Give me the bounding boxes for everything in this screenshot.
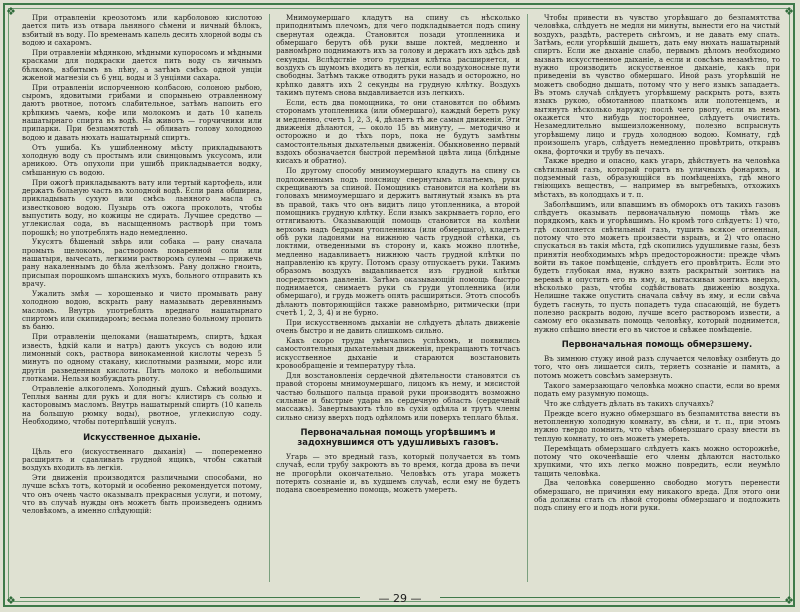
paragraph: Перемѣщать обмерзшаго слѣдуетъ какъ можно осторожнѣе, потому что окоченѣвшіе его члены дѣлаются настолько хрупкими, что ихъ легко можно повредить, если неумѣло тащить человѣка. [534, 443, 780, 478]
paragraph: Отравленіе алкоголемъ. Холодный душъ. Свѣжий воздухъ. Теплыя ванны для рукъ и для ногъ: клистиръ съ солью и касторовымъ масломъ. Внутрь нашатырный спиртъ (10 капель на большую рюмку воды), рвотное, углекислую соду. Необходимо, чтобы потерпѣвшій уснулъ. [22, 383, 262, 427]
corner-ornament: ❖ [784, 594, 794, 607]
paragraph: По другому способу мнимоумершаго кладутъ на спину съ подложеннымъ подъ поясницу свернутымъ платьемъ, руки скрещиваютъ за спиной. Помощникъ становится на колѣни въ головахъ мнимоумершаго и держитъ вытянутый языкъ въ рта въ правой, такъ что онъ видитъ лицо утопленника, а второй помощникъ грудную клѣтку. Если языкъ закрываетъ горло, его оттягиваютъ. Оказывающій помощь становится на колѣни верхомъ надъ бедрами утопленника (или обмершаго), кладетъ обѣ руки ладонями на нижнюю часть грудной стѣнки, съ локтями, отведенными въ сторону и, какъ можно плотнѣе, медленно надавливаетъ нижнюю часть грудной клѣтки по направленію къ кругу. Потомъ сразу отпускаетъ руки. Такимъ образомъ воздухъ выдавливается изъ грудной клѣтки посредствомъ давленія. Затѣмъ оказывающій помощь быстро поднимается, снимаетъ руки съ груди утопленника (или обмершаго), и грудь можетъ опять расширяться. Этотъ способъ дѣлаютъ повторяющійся также равномѣрно, ритмически (при счетѣ 1, 2, 3, 4) и не бурно. [276, 166, 520, 318]
paragraph: Цѣль его (искусственнаго дыханія) — попеременно расширять и сдавливать грудной ящикъ, чтобы сжатый воздухъ входилъ въ легкія. [22, 446, 262, 473]
paragraph: Если, есть два помощника, то они становятся по обѣимъ сторонамъ утопленника (или обмершаго), каждый беретъ руку и медленно, счетъ 1, 2, 3, 4, дѣлаетъ тѣ же самыя движенія. Эти движенія дѣлаются, — около 15 въ минуту, — методично и осторожно и до тѣхъ поръ, пока не будутъ замѣтны самостоятельныя дыхательныя движенія. Обыкновенно первый вздохъ обозначается быстрой перемѣной цвѣта лица (блѣдные кисахъ и обратно). [276, 97, 520, 166]
paragraph: Такого замерзающаго человѣка можно спасти, если во время подать ему разумную помощь. [534, 380, 780, 398]
paragraph: Угарь — это вредный газъ, который получается въ томъ случаѣ, если трубу закроютъ въ то время, когда дрова въ печи не прогорѣли окончательно. Человѣкъ отъ угара можетъ потерять сознаніе и, въ худшемъ случаѣ, если ему не будетъ подана своевременно помощь, можетъ умереть. [276, 452, 520, 495]
paragraph: Укусятъ бѣшеный звѣрь или собака — рану сначала промыть щелокомъ, растворомъ поваренной соли или нашатыря, вычесать, легкими растворомъ сулемы — прижечь рану накаленнымъ до бѣла желѣзомъ. Рану должно гноить, присыпая порошкомъ шпанскихъ мухъ, больного отправить къ врачу. [22, 237, 262, 289]
column-3 [534, 14, 780, 584]
paragraph: Для возстановленія сердечной дѣятельности становятся съ правой стороны мнимоумершаго, лицомъ къ нему, и мясистой частью большого пальца правой руки производятъ возможно сильные и быстрые удары въ сердечную область (сердечный массажъ). Завертываютъ тѣло въ сухія одѣяла и трутъ члены сильно снизу вверхъ подъ одѣяломъ или поверхъ теплаго бѣлья. [276, 370, 520, 422]
corner-ornament: ❖ [6, 594, 16, 607]
section-heading: Первоначальная помощь обмерзшему. [561, 339, 753, 350]
column-2 [276, 14, 520, 584]
paragraph: Два человѣка совершенно свободно могутъ перенести обмерзшаго, не причиняя ему никакого вреда. Для этого они оба должны стать съ лѣвой стороны обмерзшаго и подложить подъ спину его и подъ ноги руки. [534, 478, 780, 513]
footer-rule [440, 597, 780, 598]
paragraph: Ужалить змѣя — хорошенько и чисто промывать рану холодною водою, вскрыть рану намазывать деревяннымъ масломъ. Внутрь употреблять вреднаго нашатырнаго спиртомъ или скипидаромъ; весьма полезно больному пропить въ баню. [22, 289, 262, 332]
corner-ornament: ❖ [6, 5, 16, 18]
footer-rule [20, 597, 360, 598]
paragraph: Эти движенія производятся различными способами, но лучше всѣхъ тотъ, который и особенно рекомендуется потому, что онъ очень часто оказывалъ прекрасныя услуги, и потому, что въ случаѣ нужды онъ можетъ быть произведенъ однимъ человѣкомъ, а именно слѣдующій: [22, 473, 262, 516]
paragraph: Также вредно и опасно, какъ угаръ, дѣйствуетъ на человѣка свѣтильный газъ, который горитъ въ уличныхъ фонаряхъ, и подземный газъ, образующійся въ помѣщеніяхъ, гдѣ много гніющихъ веществъ, — например въ выгребныхъ, отхожихъ мѣстахъ, въ колодцахъ и т. п. [534, 156, 780, 199]
section-heading: Искусственное дыханіе. [83, 431, 201, 442]
paragraph: Чтобы привести въ чувство угорѣвшаго до безпамятства человѣка, слѣдуетъ не медля ни минуты, вынести его на чистый воздухъ, раздѣть, растереть снѣгомъ, и не давать ему спать. Затѣмъ, если угорѣвшій дышетъ, дать ему нюхать нашатырный спиртъ. Если же дыханіе слабо, первымъ дѣломъ необходимо вызвать искусственное дыханіе, а если и совсѣмъ незамѣтно, то нужно производить искусственное дыханіе, какъ при приведеніи въ чувство обмершаго. Иной разъ угорѣвшій не можетъ свободно дышать, потому что у него языкъ западаетъ. Въ этомъ случаѣ слѣдуетъ угорѣвшему раскрыть ротъ, взять языкъ рукою, обмотанною платкомъ или полотенцемъ, и вытянуть нѣсколько наружу; послѣ чего рвоту, если въ немъ окажется что нибудь постороннее, слѣдуетъ очистить. Незамедлительно вышеизложенному, полезно вспрыснуть угорѣвшему лицо и грудь холодною водою. Комнату, гдѣ произошелъ угаръ, слѣдуетъ немедленно провѣтрить, открывъ окна, форточки и трубу въ печахъ. [534, 14, 780, 156]
paragraph: Какъ скоро труды увѣнчались успѣхомъ, и появились самостоятельныя дыхательныя движенія, прекращаютъ тотчасъ искусственное дыханіе и стараются возстановить кровообращеніе и температуру тѣла. [276, 336, 520, 371]
paragraph: При отравленіи испорченною колбасою, солоною рыбою, сыромъ, ядовитыми грибами и спорыньею отравленному даютъ рвотное, потомъ слабительное, затѣмъ напоить его крѣпкимъ чаемъ, кофе или молокомъ и дать 10 капель нашатырнаго спирта въ водѣ. На животъ — горчичники или припарки. При безпамятствѣ — обливать голову холодною водою и давать нюхать нашатырный спиртъ. [22, 82, 262, 142]
text-columns [22, 14, 780, 584]
paragraph: При отравленіи щелоками (нашатыремъ, спиртъ, ѣдкая известь, ѣдкій кали и натръ) даютъ уксусъ съ водою или лимонный сокъ, раствора винокаменной кислоты черезъ 5 минутъ по одному стакану, кислотными разными, морс или другія разведенныя кислоты. Пить молоко и небольшими глотками. Нельзя возбуждать рвоту. [22, 332, 262, 383]
paragraph: При отравленіи мѣдянкою, мѣдными купоросомъ и мѣдными красками для подкраски дается пить воду съ яичнымъ бѣлкомъ, взбитымъ въ пѣну, а затѣмъ смѣсь одной унціи жженой магнезіи съ 6 унц. воды и 3 унціями сахара. [22, 47, 262, 82]
paragraph: Прежде всего нужно обмерзшаго въ безпамятства внести въ нетопленную холодную комнату, въ сѣни, и т. п., при этомъ нужно твердо помнить, что чѣмъ обмерзшаго сразу внести въ теплую комнату, то онъ можетъ умереть. [534, 408, 780, 443]
page-number: — 29 — [378, 592, 422, 605]
paragraph: Что же слѣдуетъ дѣлать въ такихъ случаяхъ? [544, 398, 714, 408]
section-heading: Первоначальная помощь угорѣвшимъ и задохнувшимся отъ удушливыхъ газовъ. [297, 427, 499, 447]
paragraph: Заболѣвшимъ, или впавшимъ въ обморокъ отъ такихъ газовъ слѣдуетъ оказывать первоначальную помощь тѣмъ же порядкомъ, какъ и угорѣвшимъ. Но кромѣ того слѣдуетъ: 1) что, гдѣ скопляется свѣтильный газъ, тушить всякое огненныя, потому что это можетъ произвести взрывъ, и 2) что опасно спускаться въ такія мѣста, гдѣ скопились удушливые газы, безъ принятія необходимыхъ мѣръ предосторожности: прежде чѣмъ войти въ такое помѣщеніе, слѣдуетъ его провѣтрить. Если это будетъ глубокая яма, нужно взять раскрытый зонтикъ на веревкѣ и опустить его въ яму, и, вытаскивая зонтикъ вверхъ, нѣсколько разъ, чтобы содѣйствовать движенію воздуха. Нелишне также опустить сначала свѣчу въ яму, и если свѣча будетъ гаснуть, то пусть попадетъ туда спасающій, не будетъ полезно раскрыть водою, лучше всего растворомъ извести, а самому его оказывать помощь человѣку, который поднимется, нужно спѣшно внести его въ чистое и свѣжее помѣщеніе. [534, 199, 780, 334]
column-1 [22, 14, 262, 584]
paragraph: Мнимоумершаго кладутъ на спину съ нѣсколько приподнятымъ плечомъ, для чего подкладывается подъ спину свернутая одежда. Становятся позади утопленника и обмершаго берутъ обѣ руки выше локтей, медленно и равномѣрно поднимаютъ ихъ за голову и держатъ ихъ здѣсь двѣ секунды. Вслѣдствіе этого грудная клѣтка расширяется, и воздухъ съ шумомъ входитъ въ легкія, если воздухоносные пути свободны. Затѣмъ также отводятъ руки назадъ и осторожно, но крѣпко давятъ ихъ 2 секунды на грудную клѣтку. Воздухъ такимъ путемъ снова выдавливается изъ легкихъ. [276, 14, 520, 98]
paragraph: Въ зимнюю стужу иной разъ случается человѣку озябнуть до того, что онъ лишается силъ, теряетъ сознаніе и память, а потомъ можетъ совсѣмъ замерзнуть. [534, 354, 780, 380]
paragraph: При ожогѣ прикладываютъ вату или тертый картофель, или держатъ больную часть въ холодной водѣ. Если рана обширна, прикладывать сухую или смѣсь льняного масла съ известковою водою. Пузырь отъ ожога проколоть, чтобы выпустить воду, но кожицы не сдирать. Лучшее средство — углекислая сода, въ насыщенномъ растворѣ при томъ порошкѣ; но употреблять надо немедленно. [22, 177, 262, 237]
paragraph: При искусственномъ дыханіи не слѣдуетъ дѣлать движеніе очень быстро и не давить слишкомъ сильно. [276, 317, 520, 336]
paragraph: Отъ ушиба. Къ ушибленному мѣсту прикладываютъ холодную воду съ простымъ или свинцовымъ уксусомъ, или арникою. Отъ опухоли при ушибѣ прикладывается водку, смѣшанную съ водою. [22, 142, 262, 177]
corner-ornament: ❖ [784, 5, 794, 18]
paragraph: При отравленіи креозотомъ или карболовою кислотою дается пить изъ отвара льняного сѣмени и яичный бѣлокъ, взбитый въ воду. По временамъ капель десять хлорной воды съ водою и сахаромъ. [22, 14, 262, 48]
